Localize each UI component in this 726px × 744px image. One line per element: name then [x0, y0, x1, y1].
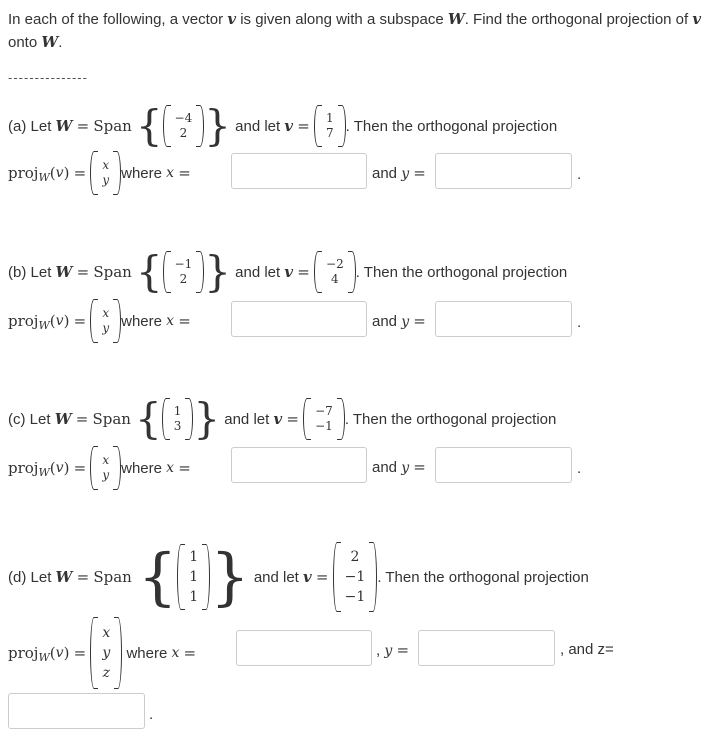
left-brace: { [135, 101, 163, 150]
projection-vector: x y z [90, 617, 122, 689]
v-vector: −7 −1 [303, 398, 345, 440]
v-vector: 2 −1 −1 [333, 542, 378, 612]
part-a-x-input[interactable] [231, 153, 367, 189]
right-brace: } [204, 247, 231, 296]
part-c-x-input[interactable] [231, 447, 367, 483]
left-brace: { [135, 247, 163, 296]
left-brace: { [134, 394, 162, 443]
part-d-statement: (d) Let W = Span { 1 1 1 } and let v = 2 −1 −1 . Then the orthogonal projection [8, 540, 589, 613]
instructions: In each of the following, a vector v is given along with a subspace W. Find the orthogonal projection of v onto W. [8, 10, 702, 51]
span-vector: −4 2 [163, 105, 205, 147]
part-label: (b) [8, 263, 27, 281]
projection-vector: x y [90, 299, 121, 343]
span-vector: −1 2 [163, 251, 205, 293]
right-brace: } [210, 540, 250, 613]
part-d-x-input[interactable] [236, 630, 372, 666]
part-b-statement: (b) Let W = Span { −1 2 } and let v = −2 4 . Then the orthogonal projection [8, 247, 568, 296]
part-label: (a) [8, 117, 27, 135]
part-label: (d) [8, 568, 27, 586]
span-vector: 1 3 [162, 398, 194, 440]
part-a-y-input[interactable] [435, 153, 572, 189]
part-b-y-input[interactable] [435, 301, 572, 337]
part-c-statement: (c) Let W = Span { 1 3 } and let v = −7 −1 . Then the orthogonal projection [8, 394, 557, 443]
left-brace: { [137, 540, 178, 613]
part-d-projection: proj W ( v ) = x y z where x = [8, 616, 196, 690]
part-label: (c) [8, 410, 26, 428]
part-c-y-input[interactable] [435, 447, 572, 483]
part-c-projection: proj W ( v ) = x y where x = [8, 445, 191, 491]
right-brace: } [193, 394, 221, 443]
span-vector: 1 1 1 [177, 544, 210, 610]
v-vector: −2 4 [314, 251, 356, 293]
separator: --------------- [8, 70, 88, 85]
part-a-projection: proj W ( v ) = x y where x = [8, 150, 191, 196]
projection-vector: x y [90, 151, 121, 195]
right-brace: } [204, 101, 231, 150]
part-b-x-input[interactable] [231, 301, 367, 337]
part-b-projection: proj W ( v ) = x y where x = [8, 298, 191, 344]
part-d-z-input[interactable] [8, 693, 145, 729]
projection-vector: x y [90, 446, 121, 490]
part-d-y-input[interactable] [418, 630, 555, 666]
part-a-statement: (a) Let W = Span { −4 2 } and let v = 1 7 . Then the orthogonal projection [8, 101, 558, 150]
vector-v-symbol: v [227, 10, 237, 28]
v-vector: 1 7 [314, 105, 346, 147]
subspace-w-symbol: W [447, 10, 465, 28]
